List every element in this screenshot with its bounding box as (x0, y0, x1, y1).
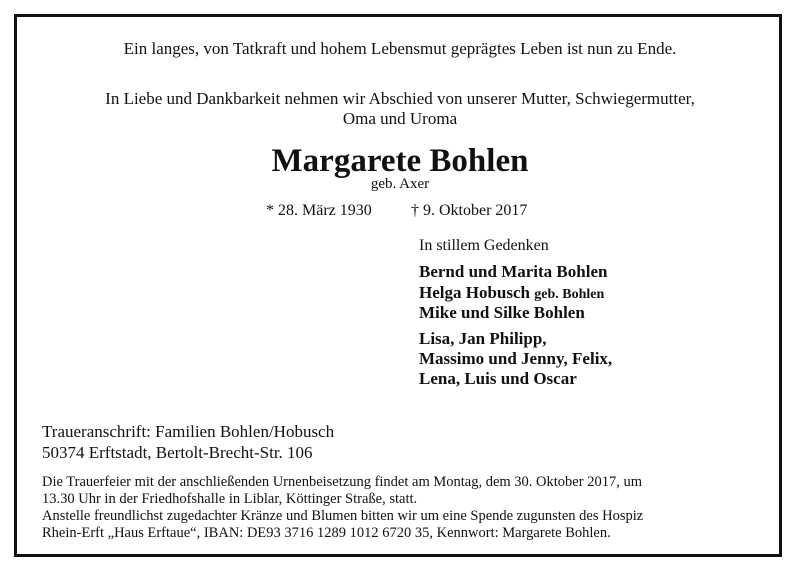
mourners-heading: In stillem Gedenken (419, 237, 549, 254)
mourner-line (419, 262, 607, 282)
mourner-birth-name: geb. Bohlen (534, 287, 605, 302)
grandchildren-line: Massimo und Jenny, Felix, (419, 349, 613, 368)
ceremony-line-1: Die Trauerfeier mit der anschließenden Urnenbeisetzung findet am Montag, dem 30. Oktober 2017, um (42, 474, 642, 490)
donation-line-1: Anstelle freundlichst zugedachter Kränze und Blumen bitten wir um eine Spende zugunsten des Hospiz (42, 508, 644, 524)
address-line-2: 50374 Erftstadt, Bertolt-Brecht-Str. 106 (42, 443, 313, 462)
mourner-name: Helga Hobusch (419, 283, 530, 302)
ceremony-line-2: 13.30 Uhr in der Friedhofshalle in Liblar, Köttinger Straße, statt. (42, 491, 418, 507)
donation-line-2: Rhein-Erft „Haus Erftaue“, IBAN: DE93 3716 1289 1012 6720 35, Kennwort: Margarete Bohlen. (42, 525, 611, 541)
mourner-name: Mike und Silke Bohlen (419, 303, 585, 322)
address-line-1: Traueranschrift: Familien Bohlen/Hobusch (42, 422, 335, 441)
mourner-line (419, 283, 604, 305)
intro-line: Ein langes, von Tatkraft und hohem Lebensmut geprägtes Leben ist nun zu Ende. (123, 39, 677, 58)
grandchildren-line: Lena, Luis und Oscar (419, 369, 577, 388)
birth-name: geb. Axer (370, 176, 430, 192)
farewell-line-1: In Liebe und Dankbarkeit nehmen wir Abschied von unserer Mutter, Schwiegermutter, (105, 89, 695, 108)
mourner-name: Bernd und Marita Bohlen (419, 262, 608, 281)
farewell-line-2: Oma und Uroma (342, 109, 458, 128)
death-date: † 9. Oktober 2017 (411, 202, 528, 219)
deceased-name: Margarete Bohlen (271, 143, 529, 179)
birth-date: * 28. März 1930 (266, 202, 372, 219)
mourner-line (419, 303, 585, 323)
grandchildren-line: Lisa, Jan Philipp, (419, 329, 547, 348)
